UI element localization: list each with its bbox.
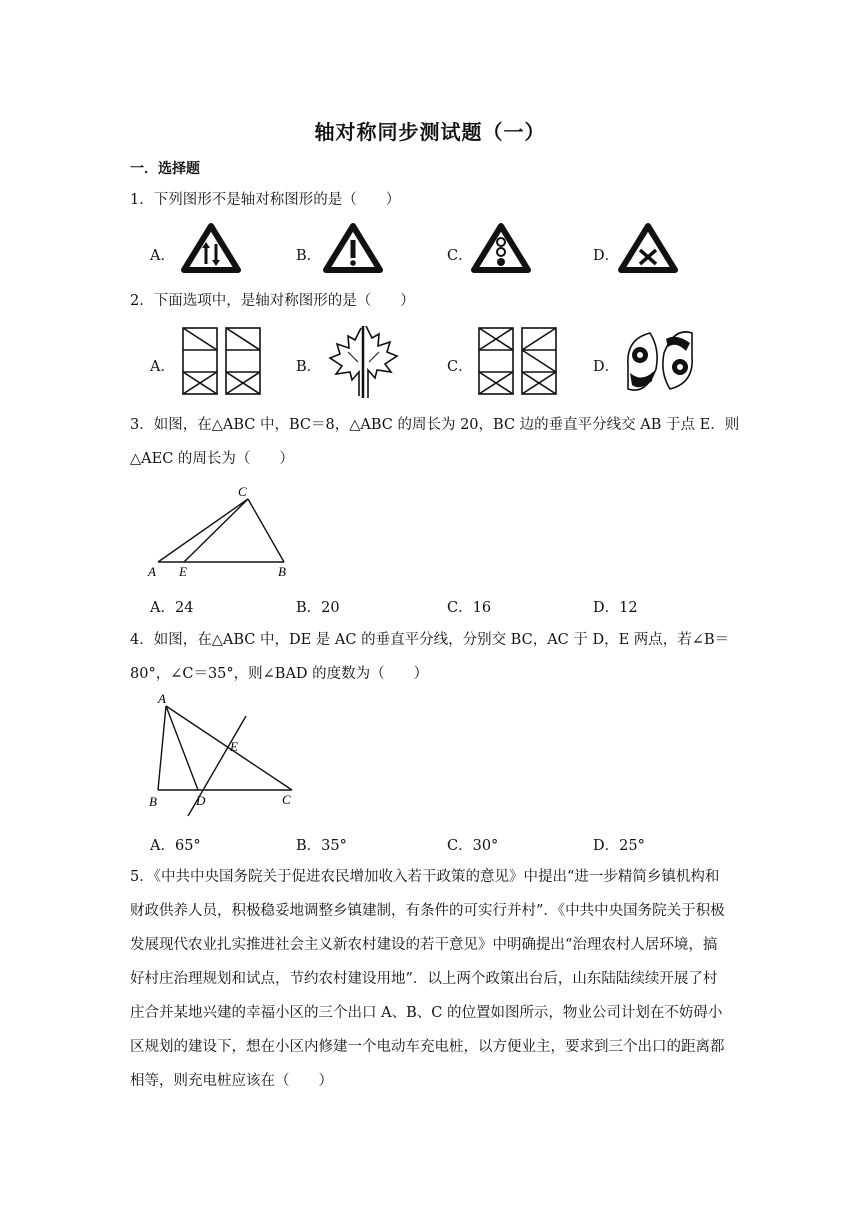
q3-option-a: A．24 — [150, 600, 194, 616]
q4-stem-line1: 4．如图，在△ABC 中，DE 是 AC 的垂直平分线，分别交 BC，AC 于 D，E 两点，若∠B＝ — [130, 632, 730, 648]
q3-option-c: C．16 — [447, 600, 492, 616]
warning-traffic-light-icon — [470, 222, 532, 274]
q1-label-d: D． — [593, 248, 620, 264]
q3-option-d: D．12 — [593, 600, 638, 616]
q3-vertex-a: A — [148, 564, 156, 579]
q2-label-b: B． — [296, 359, 322, 375]
q4-vertex-e: E — [230, 739, 238, 754]
warning-cross-icon — [617, 222, 679, 274]
q1-label-a: A． — [150, 248, 175, 264]
lattice-figure-c — [476, 325, 561, 397]
q3-triangle-figure — [140, 478, 300, 580]
q4-vertex-d: D — [196, 793, 206, 808]
ornament-figure-d — [620, 325, 700, 397]
page-title: 轴对称同步测试题（一） — [314, 120, 546, 144]
q2-stem: 2．下面选项中，是轴对称图形的是（ ） — [130, 293, 415, 309]
q2-label-d: D． — [593, 359, 620, 375]
q3-vertex-b: B — [278, 564, 286, 579]
warning-exclamation-icon — [322, 222, 384, 274]
q3-option-b: B．20 — [296, 600, 340, 616]
q4-vertex-c: C — [282, 792, 291, 807]
q4-option-d: D．25° — [593, 838, 645, 854]
q3-stem-line2: △AEC 的周长为（ ） — [130, 451, 294, 467]
maple-leaf-figure-b — [324, 322, 402, 400]
q4-option-b: B．35° — [296, 838, 347, 854]
q4-stem-line2: 80°，∠C＝35°，则∠BAD 的度数为（ ） — [130, 666, 429, 682]
q4-option-c: C．30° — [447, 838, 499, 854]
warning-arrows-icon — [180, 222, 242, 274]
q1-label-b: B． — [296, 248, 322, 264]
q1-label-c: C． — [447, 248, 473, 264]
q5-stem: 5．《中共中央国务院关于促进农民增加收入若干政策的意见》中提出“进一步精简乡镇机构和财政供养人员，积极稳妥地调整乡镇建制，有条件的可实行并村”．《中共中央国务院关于积极发展现代农业扎实推进社会主义新农村建设的若干意见》中明确提出“治理农村人居环境，搞好村庄治理规划和试点，节约农村建设用地”．以上两个政策出台后，山东陆陆续续开展了村庄合并某地兴建的幸福小区的三个出口 A、B、C 的位置如图所示，物业公司计划在不妨碍小区规划的建设下，想在小区内修建一个电动车充电桩，以方便业主，要求到三个出口的距离都相等，则充电桩应该在（ ） — [130, 869, 725, 1089]
q4-vertex-a: A — [158, 691, 166, 706]
q3-vertex-e: E — [179, 564, 187, 579]
q4-triangle-figure — [140, 686, 300, 818]
q4-option-a: A．65° — [150, 838, 201, 854]
q3-stem-line1: 3．如图，在△ABC 中，BC＝8，△ABC 的周长为 20，BC 边的垂直平分线交 AB 于点 E．则 — [130, 417, 740, 433]
q3-vertex-c: C — [238, 484, 247, 499]
q4-vertex-b: B — [149, 794, 157, 809]
q2-label-c: C． — [447, 359, 473, 375]
q1-stem: 1．下列图形不是轴对称图形的是（ ） — [130, 192, 401, 208]
lattice-figure-a — [180, 325, 265, 397]
q2-label-a: A． — [150, 359, 175, 375]
section-heading: 一．选择题 — [130, 161, 200, 177]
